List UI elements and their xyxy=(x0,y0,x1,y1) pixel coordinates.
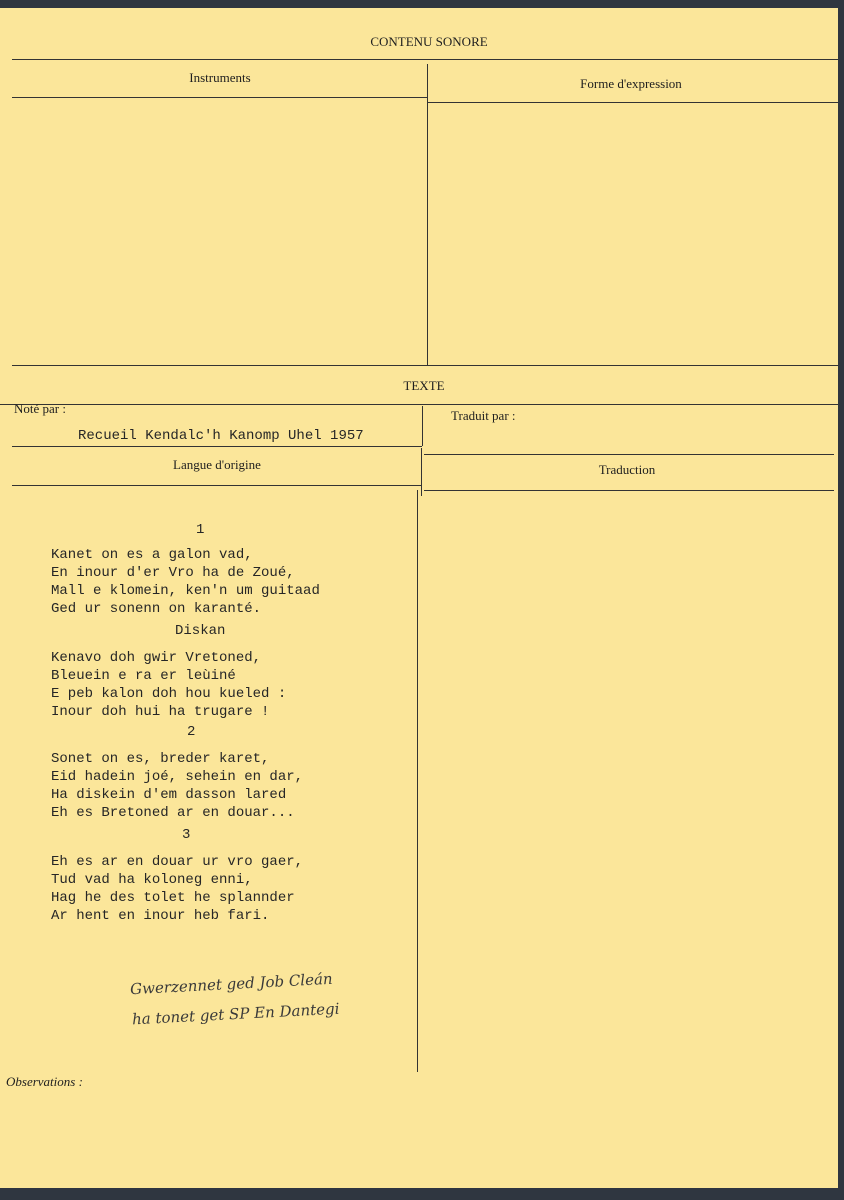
divider-instruments xyxy=(12,97,428,98)
verse-line: E peb kalon doh hou kueled : xyxy=(51,686,287,702)
section-title-texte: TEXTE xyxy=(403,378,445,393)
section-title-contenu-sonore: CONTENU SONORE xyxy=(370,34,488,49)
divider-texte-bottom xyxy=(0,404,838,405)
column-divider-lower xyxy=(421,448,422,496)
divider-langue-bottom xyxy=(12,485,422,486)
divider-traduction-top xyxy=(424,454,834,455)
column-header-forme: Forme d'expression xyxy=(580,76,682,91)
stanza-1 xyxy=(51,546,320,618)
stanza-1-number: 1 xyxy=(196,522,205,538)
verse-line: En inour d'er Vro ha de Zoué, xyxy=(51,565,295,581)
stanza-2 xyxy=(51,750,303,822)
divider-forme xyxy=(428,102,838,103)
archive-card xyxy=(0,8,838,1188)
column-header-langue: Langue d'origine xyxy=(173,457,261,472)
verse-line: Bleuein e ra er leùiné xyxy=(51,668,236,684)
column-header-instruments: Instruments xyxy=(189,70,251,85)
divider-traduction-bottom xyxy=(424,490,834,491)
verse-line: Eh es ar en douar ur vro gaer, xyxy=(51,854,304,870)
verse-line: Eh es Bretoned ar en douar... xyxy=(51,805,295,821)
verse-line: Ged ur sonenn on karanté. xyxy=(51,601,262,617)
verse-line: Inour doh hui ha trugare ! xyxy=(51,704,270,720)
traduit-par-label: Traduit par : xyxy=(451,408,516,423)
verse-line: Eid hadein joé, sehein en dar, xyxy=(51,769,304,785)
note-par-value: Recueil Kendalc'h Kanomp Uhel 1957 xyxy=(78,428,364,444)
verse-line: Hag he des tolet he splannder xyxy=(51,890,295,906)
column-header-traduction: Traduction xyxy=(598,462,656,477)
note-par-label: Noté par : xyxy=(14,401,66,416)
divider-langue-top xyxy=(12,446,422,447)
verse-line: Kanet on es a galon vad, xyxy=(51,547,253,563)
stanza-3 xyxy=(51,853,303,925)
verse-line: Kenavo doh gwir Vretoned, xyxy=(51,650,262,666)
chorus xyxy=(51,649,286,721)
verse-line: Sonet on es, breder karet, xyxy=(51,751,270,767)
stanza-2-number: 2 xyxy=(187,724,196,740)
stanza-3-number: 3 xyxy=(182,827,191,843)
divider-top xyxy=(12,59,838,60)
verse-line: Tud vad ha koloneg enni, xyxy=(51,872,253,888)
observations-label: Observations : xyxy=(6,1074,83,1089)
chorus-title: Diskan xyxy=(175,623,226,639)
verse-line: Ha diskein d'em dasson lared xyxy=(51,787,287,803)
column-divider-body xyxy=(417,490,418,1072)
verse-line: Ar hent en inour heb fari. xyxy=(51,908,270,924)
handwritten-line-1: Gwerzennet ged Job Cleán xyxy=(129,969,334,999)
handwritten-line-2: ha tonet get SP En Dantegi xyxy=(131,999,340,1029)
verse-line: Mall e klomein, ken'n um guitaad xyxy=(51,583,320,599)
column-divider-texte xyxy=(422,406,423,446)
divider-texte-top xyxy=(12,365,838,366)
column-divider-upper xyxy=(427,64,428,366)
